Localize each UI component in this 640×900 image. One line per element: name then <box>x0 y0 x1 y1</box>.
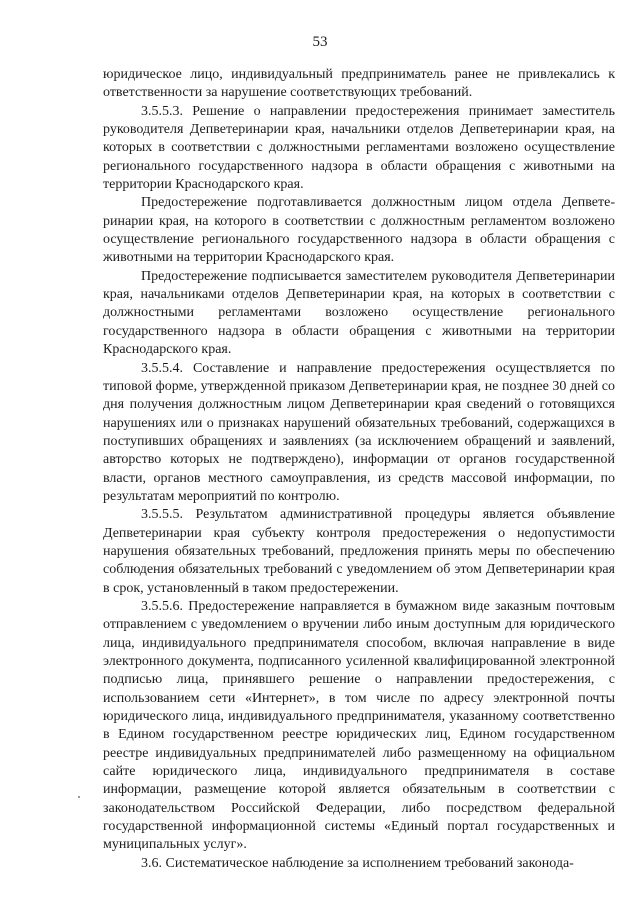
paragraph-3-5-5-4: 3.5.5.4. Составление и направление предостережения осуществляется по типовой форме, утвержденной приказом Депветеринарии края, не позднее 30 дней со дня получения должностным лицом Депветеринарии края сведений о готовящихся нарушениях или о признаках нарушений обязательных требований, содержащихся в поступивших обращениях и заявлениях (за исключением обращений и заявлений, авторство которых не подтверждено), информации от органов государственной власти, органов местного самоуправления, из средств массовой информации, по результатам мероприятий по контролю. <box>103 360 615 504</box>
page-number: 53 <box>312 34 328 50</box>
paragraph-preparation: Предостережение подготавливается должностным лицом отдела Депветеринарии края, на которого в соответствии с должностным регламентом возложено осуществление регионального государственного надзора в области обращения с животными на территории Краснодарского края. <box>103 195 615 266</box>
paragraph-3-5-5-3: 3.5.5.3. Решение о направлении предостережения принимает заместитель руководителя Депветеринарии края, начальники отделов Депветеринарии края, на которых в соответствии с должностными регламентами возложено осуществление регионального государственного надзора в области обращения с животными на территории Краснодарского края. <box>103 103 615 193</box>
scan-speck <box>78 796 80 798</box>
paragraph-signing: Предостережение подписывается заместителем руководителя Депветеринарии края, начальниками отделов Депветеринарии края, на которых в соответствии с должностными регламентами возложено осуществление регионального государственного надзора в области обращения с животными на территории Краснодарского края. <box>103 268 615 358</box>
paragraph-3-6: 3.6. Систематическое наблюдение за исполнением требований законода- <box>141 855 574 871</box>
document-body <box>103 66 615 873</box>
paragraph-continuation: юридическое лицо, индивидуальный предприниматель ранее не привлекались к ответственности за нарушение соответствующих требований. <box>103 67 615 101</box>
paragraph-3-5-5-6: 3.5.5.6. Предостережение направляется в бумажном виде заказным почтовым отправлением с уведомлением о вручении либо иным доступным для юридического лица, индивидуального предпринимателя способом, включая направление в виде электронного документа, подписанного усиленной квалифицированной электронной подписью лица, принявшего решение о направлении предостережения, с использованием сети «Интернет», в том числе по адресу электронной почты юридического лица, индивидуального предпринимателя, указанному соответственно в Едином государственном реестре юридических лиц, Едином государственном реестре индивидуальных предпринимателей либо размещенному на официальном сайте юридического лица, индивидуального предпринимателя в составе информации, размещение которой является обязательным в соответствии с законодательством Российской Федерации, либо посредством федеральной государственной информационной системы «Единый портал государственных и муниципальных услуг». <box>103 598 615 853</box>
paragraph-3-5-5-5: 3.5.5.5. Результатом административной процедуры является объявление Депветеринарии края субъекту контроля предостережения о недопустимости нарушения обязательных требований, предложения принять меры по обеспечению соблюдения обязательных требований с уведомлением об этом Депветеринарии края в срок, установленный в таком предостережении. <box>103 507 615 596</box>
